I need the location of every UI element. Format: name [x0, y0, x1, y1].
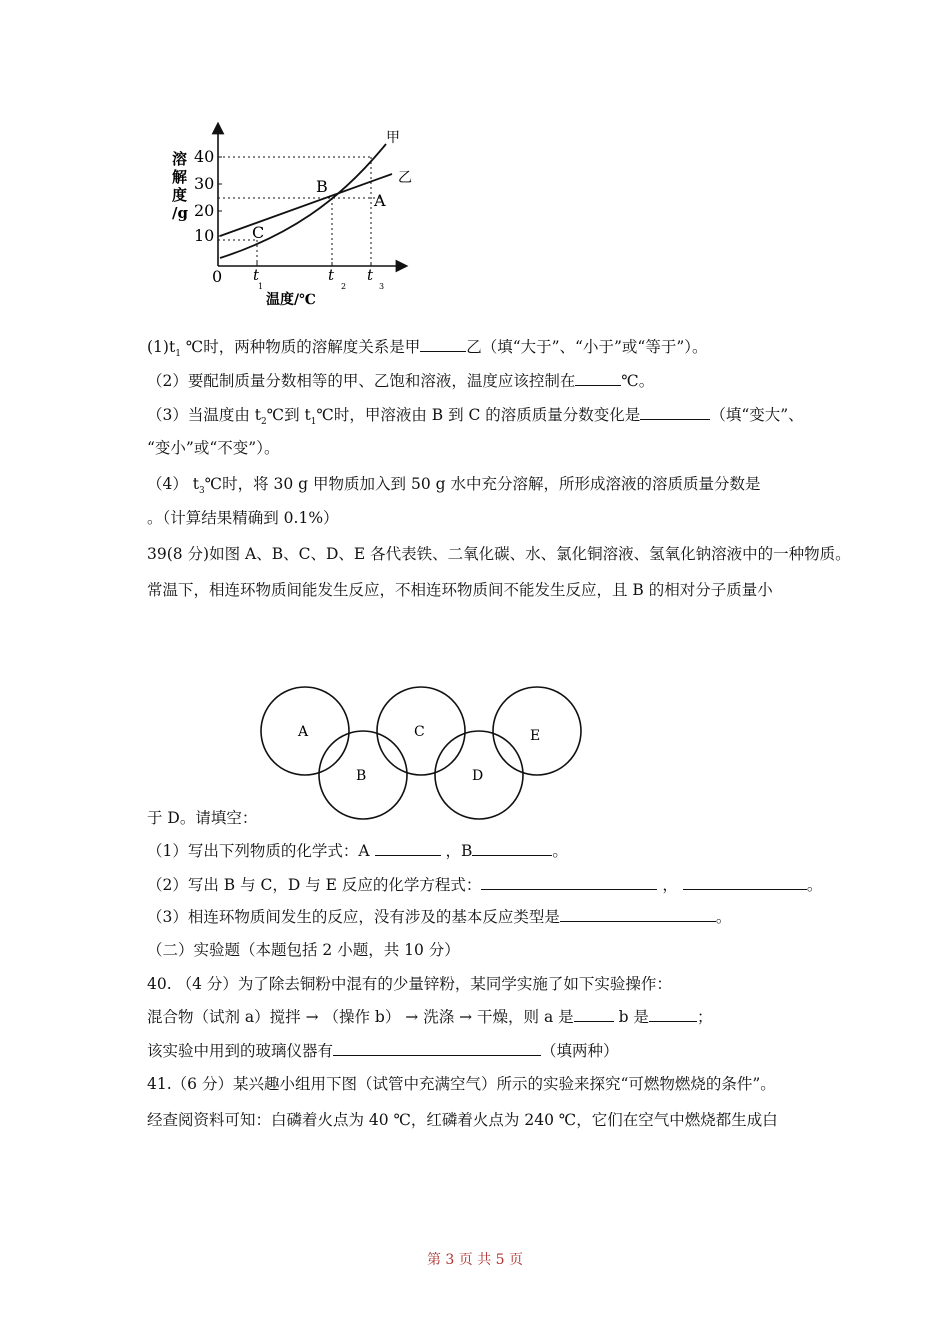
- curve-yi-label: 乙: [398, 170, 412, 186]
- ylabel-3: 度: [172, 186, 188, 204]
- ytick-10: 10: [194, 226, 215, 245]
- ring-d-label: D: [472, 768, 484, 784]
- ring-c-label: C: [414, 724, 425, 740]
- xtick-t1-sub: 1: [258, 282, 264, 291]
- q39-line2: 常温下，相连环物质间能发生反应，不相连环物质间不能发生反应，且 B 的相对分子质量小: [147, 581, 773, 599]
- origin-label: 0: [212, 267, 223, 286]
- ytick-40: 40: [194, 147, 215, 166]
- point-b: B: [316, 177, 328, 196]
- ytick-20: 20: [194, 201, 215, 220]
- q38-part3: （3）当温度由 $t_2℃$到 $t_1℃$时，甲溶液由 B 到 C 的溶质质量分数变化是 （填“变大”、: [147, 406, 804, 428]
- q40-line1: 40. （4 分）为了除去铜粉中混有的少量锌粉，某同学实施了如下实验操作：: [147, 975, 672, 993]
- page-footer: 第 3 页 共 5 页: [426, 1252, 524, 1268]
- point-a: A: [374, 191, 386, 210]
- curve-jia-label: 甲: [386, 130, 400, 146]
- ylabel-2: 解: [172, 168, 188, 186]
- q38-part2: （2）要配制质量分数相等的甲、乙饱和溶液，温度应该控制在 ℃。: [147, 372, 655, 390]
- xtick-t2-sub: 2: [341, 282, 347, 291]
- xlabel: 温度/℃: [266, 292, 316, 308]
- q41-line1: 41.（6 分）某兴趣小组用下图（试管中充满空气）所示的实验来探究“可燃物燃烧的条件”。: [147, 1075, 776, 1093]
- ring-b-label: B: [356, 768, 367, 784]
- q39-part2: （2）写出 B 与 C，D 与 E 反应的化学方程式： ， 。: [147, 876, 823, 894]
- q38-part4: （4） $t_3℃$时，将 30 g 甲物质加入到 50 g 水中充分溶解，所形成溶液的溶质质量分数是: [147, 475, 761, 497]
- q38-part3-cont: “变小”或“不变”）。: [147, 439, 280, 457]
- curve-jia: [220, 144, 386, 258]
- xtick-t3-sub: 3: [379, 282, 385, 291]
- q39-line3: 于 D。请填空：: [147, 809, 258, 827]
- ring-diagram: [255, 680, 585, 820]
- q39-part3: （3）相连环物质间发生的反应，没有涉及的基本反应类型是 。: [147, 908, 732, 926]
- q38-part1: $(1)t_1$ ℃时，两种物质的溶解度关系是甲 乙（填“大于”、“小于”或“等于”）。: [147, 338, 708, 360]
- ring-a-label: A: [298, 724, 309, 740]
- ylabel-1: 溶: [172, 150, 188, 168]
- xtick-t3: t: [367, 266, 374, 284]
- ring-e-label: E: [530, 728, 541, 744]
- q40-flow: 混合物（试剂 a）搅拌 → （操作 b） → 洗涤 → 干燥，则 a 是 b 是 ；: [147, 1008, 713, 1026]
- xtick-t1: t: [253, 266, 260, 284]
- curve-yi: [220, 174, 392, 236]
- xtick-t2: t: [328, 266, 335, 284]
- q38-part4-cont: 。（计算结果精确到 0.1%）: [147, 509, 339, 527]
- q39-part1: （1）写出下列物质的化学式：A ，B 。: [147, 842, 568, 860]
- ylabel-4: /g: [172, 204, 188, 222]
- q41-line2: 经查阅资料可知：白磷着火点为 40 ℃，红磷着火点为 240 ℃，它们在空气中燃烧都生成白: [147, 1111, 778, 1129]
- q39-line1: 39(8 分)如图 A、B、C、D、E 各代表铁、二氧化碳、水、氯化铜溶液、氢氧化钠溶液中的一种物质。: [147, 545, 851, 563]
- point-c: C: [252, 223, 265, 242]
- ytick-30: 30: [194, 174, 215, 193]
- q40-line3: 该实验中用到的玻璃仪器有 （填两种）: [147, 1042, 619, 1060]
- section-experiment: （二）实验题（本题包括 2 小题，共 10 分）: [147, 941, 460, 959]
- solubility-graph: [160, 120, 420, 320]
